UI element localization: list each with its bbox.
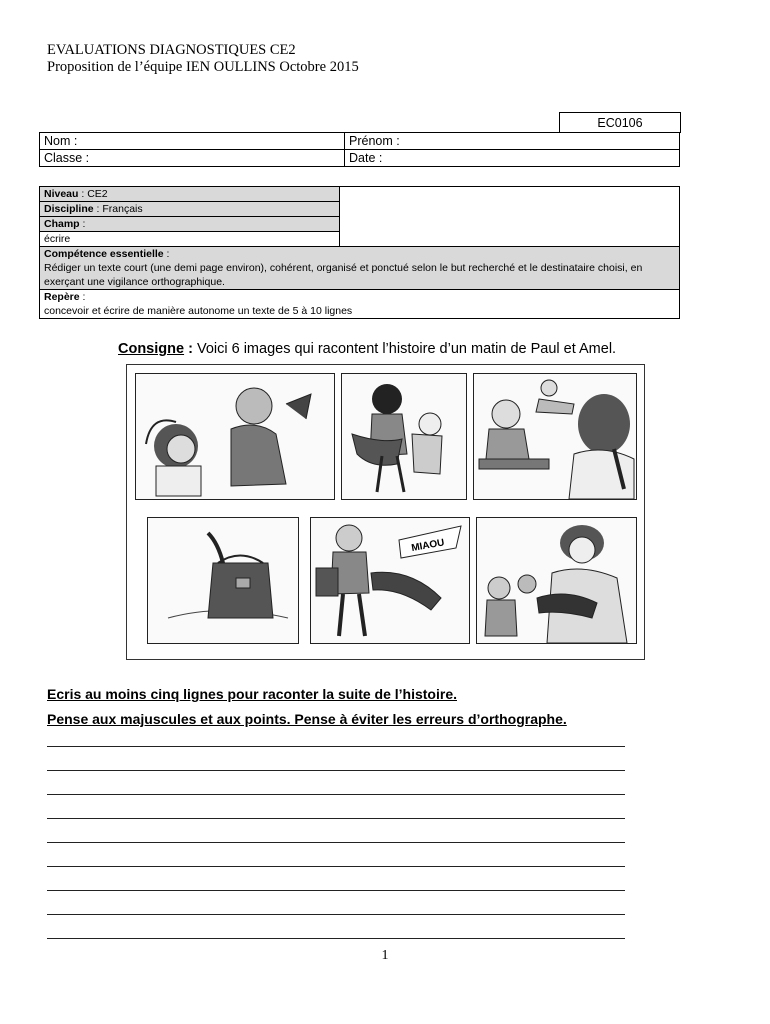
consigne-text: Voici 6 images qui racontent l’histoire d’un matin de Paul et Amel. — [192, 341, 617, 357]
writing-line[interactable] — [47, 914, 625, 915]
panel-6-image — [476, 517, 637, 644]
competence-label: Compétence essentielle — [44, 248, 164, 260]
discipline-cell — [40, 202, 340, 217]
panel-4-image — [147, 517, 299, 644]
writing-line[interactable] — [47, 746, 625, 747]
competence-value: : — [163, 248, 170, 260]
writing-instructions — [47, 682, 567, 732]
discipline-label: Discipline — [44, 203, 94, 215]
niveau-label: Niveau — [44, 188, 79, 200]
panel-1-image — [135, 373, 335, 500]
writing-line[interactable] — [47, 818, 625, 819]
repere-label: Repère — [44, 291, 80, 303]
champ-text: écrire — [40, 232, 340, 247]
panel-3-image — [473, 373, 637, 500]
consigne — [118, 341, 616, 357]
writing-line[interactable] — [47, 842, 625, 843]
champ-value: : — [79, 218, 86, 230]
writing-line[interactable] — [47, 866, 625, 867]
document-code: EC0106 — [559, 112, 681, 133]
competence-text: Rédiger un texte court (une demi page environ), cohérent, organisé et ponctué selon le but recherché et le destinataire choisi, en exerçant une vigilance orthographique. — [44, 262, 643, 288]
info-empty-cell — [340, 187, 680, 247]
prenom-field[interactable]: Prénom : — [345, 133, 680, 150]
header-subtitle: Proposition de l’équipe IEN OULLINS Octobre 2015 — [47, 59, 359, 75]
instruction-line-2: Pense aux majuscules et aux points. Pense à éviter les erreurs d’orthographe. — [47, 711, 567, 727]
panel-2-image — [341, 373, 467, 500]
writing-line[interactable] — [47, 890, 625, 891]
sound-effect-text: MIAOU — [410, 537, 446, 555]
repere-text: concevoir et écrire de manière autonome un texte de 5 à 10 lignes — [44, 305, 353, 317]
competence-cell — [40, 247, 680, 290]
info-table — [39, 186, 680, 319]
consigne-colon: : — [184, 341, 193, 357]
niveau-value: : CE2 — [78, 188, 108, 200]
repere-cell — [40, 290, 680, 319]
identity-table — [39, 132, 680, 167]
panel-5-image — [310, 517, 470, 644]
repere-value: : — [79, 291, 86, 303]
nom-field[interactable]: Nom : — [40, 133, 345, 150]
champ-label: Champ — [44, 218, 80, 230]
writing-line[interactable] — [47, 770, 625, 771]
instruction-line-1: Ecris au moins cinq lignes pour raconter la suite de l’histoire. — [47, 686, 457, 702]
consigne-label: Consigne — [118, 341, 185, 357]
page-number: 1 — [381, 948, 389, 963]
document-header — [47, 42, 359, 76]
writing-line[interactable] — [47, 938, 625, 939]
niveau-cell — [40, 187, 340, 202]
classe-field[interactable]: Classe : — [40, 150, 345, 167]
date-field[interactable]: Date : — [345, 150, 680, 167]
story-illustration — [126, 364, 645, 660]
discipline-value: : Français — [93, 203, 143, 215]
champ-cell — [40, 217, 340, 232]
header-title: EVALUATIONS DIAGNOSTIQUES CE2 — [47, 42, 296, 58]
writing-line[interactable] — [47, 794, 625, 795]
